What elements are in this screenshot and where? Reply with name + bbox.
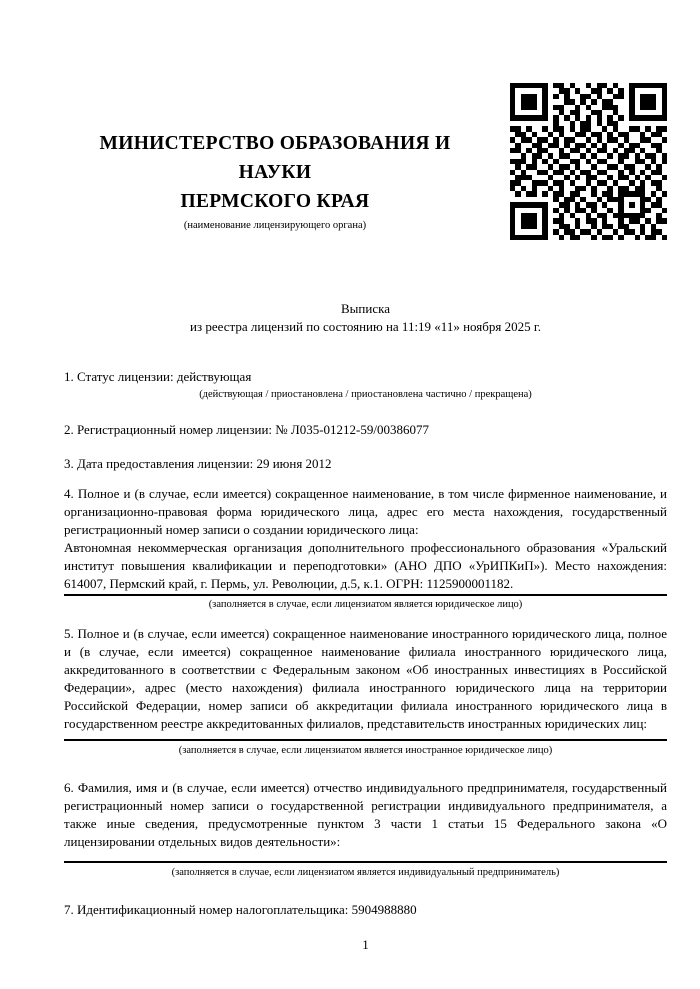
title-line2: из реестра лицензий по состоянию на 11:19 «11» ноября 2025 г. xyxy=(190,319,541,334)
item-5-note: (заполняется в случае, если лицензиатом является иностранное юридическое лицо) xyxy=(178,745,553,756)
item-6-fill-line xyxy=(64,861,667,863)
item-1-license-status: 1. Статус лицензии: действующая xyxy=(64,369,252,384)
item-4-fill-line xyxy=(64,594,667,596)
item-4-note: (заполняется в случае, если лицензиатом является юридическое лицо) xyxy=(208,599,523,610)
ministry-name-line2: ПЕРМСКОГО КРАЯ xyxy=(180,191,370,212)
item-6-statement: 6. Фамилия, имя и (в случае, если имеется) отчество индивидуального предпринимателя, государственный регистрационный номер записи о государственной регистрации индивидуального предпринимателя, а также иные сведения, предусмотренные пунктом 3 части 1 статьи 15 Федерального закона «О лицензировании отдельных видов деятельности»: xyxy=(64,780,667,849)
item-5-foreign-entity xyxy=(64,625,667,733)
item-4-statement: 4. Полное и (в случае, если имеется) сокращенное наименование, в том числе фирменное наименование, и организационно-правовая форма юридического лица, адрес его места нахождения, государственный регистрационный номер записи о создании юридического лица: xyxy=(64,486,667,537)
item-4-legal-entity xyxy=(64,485,667,593)
item-5-fill-line xyxy=(64,739,667,741)
item-6-note: (заполняется в случае, если лицензиатом является индивидуальный предприниматель) xyxy=(171,867,560,878)
qr-code xyxy=(510,83,667,240)
document-title xyxy=(64,300,667,336)
item-4-answer: Автономная некоммерческая организация дополнительного профессионального образования «Уральский институт повышения квалификации и переподготовки» (АНО ДПО «УрИПКиП»). Место нахождения: 614007, Пермский край, г. Пермь, ул. Революции, д.5, к.1. ОГРН: 1125900001182. xyxy=(64,540,667,591)
document-header xyxy=(64,0,667,240)
item-2-registration-number: 2. Регистрационный номер лицензии: № Л035-01212-59/00386077 xyxy=(64,422,430,437)
title-line1: Выписка xyxy=(341,301,390,316)
ministry-name-line1: МИНИСТЕРСТВО ОБРАЗОВАНИЯ И НАУКИ xyxy=(99,133,451,183)
item-5-statement: 5. Полное и (в случае, если имеется) сокращенное наименование иностранного юридического лица, полное и (в случае, если имеется) сокращенное наименование филиала иностранного юридического лица, аккредитованного в соответствии с Федеральным законом «Об иностранных инвестициях в Российской Федерации», адрес (место нахождения) филиала иностранного юридического лица на территории Российской Федерации, номер записи об аккредитации филиала иностранного юридического лица в государственном реестре аккредитованных филиалов, представительств иностранных юридических лиц: xyxy=(64,626,667,731)
licensing-authority-name xyxy=(64,83,510,233)
item-7-taxpayer-number: 7. Идентификационный номер налогоплательщика: 5904988880 xyxy=(64,902,417,917)
page-number: 1 xyxy=(362,937,369,952)
item-1-note: (действующая / приостановлена / приостановлена частично / прекращена) xyxy=(199,389,532,400)
item-6-individual-entrepreneur xyxy=(64,779,667,851)
ministry-caption: (наименование лицензирующего органа) xyxy=(183,220,367,231)
item-3-grant-date: 3. Дата предоставления лицензии: 29 июня 2012 xyxy=(64,456,332,471)
